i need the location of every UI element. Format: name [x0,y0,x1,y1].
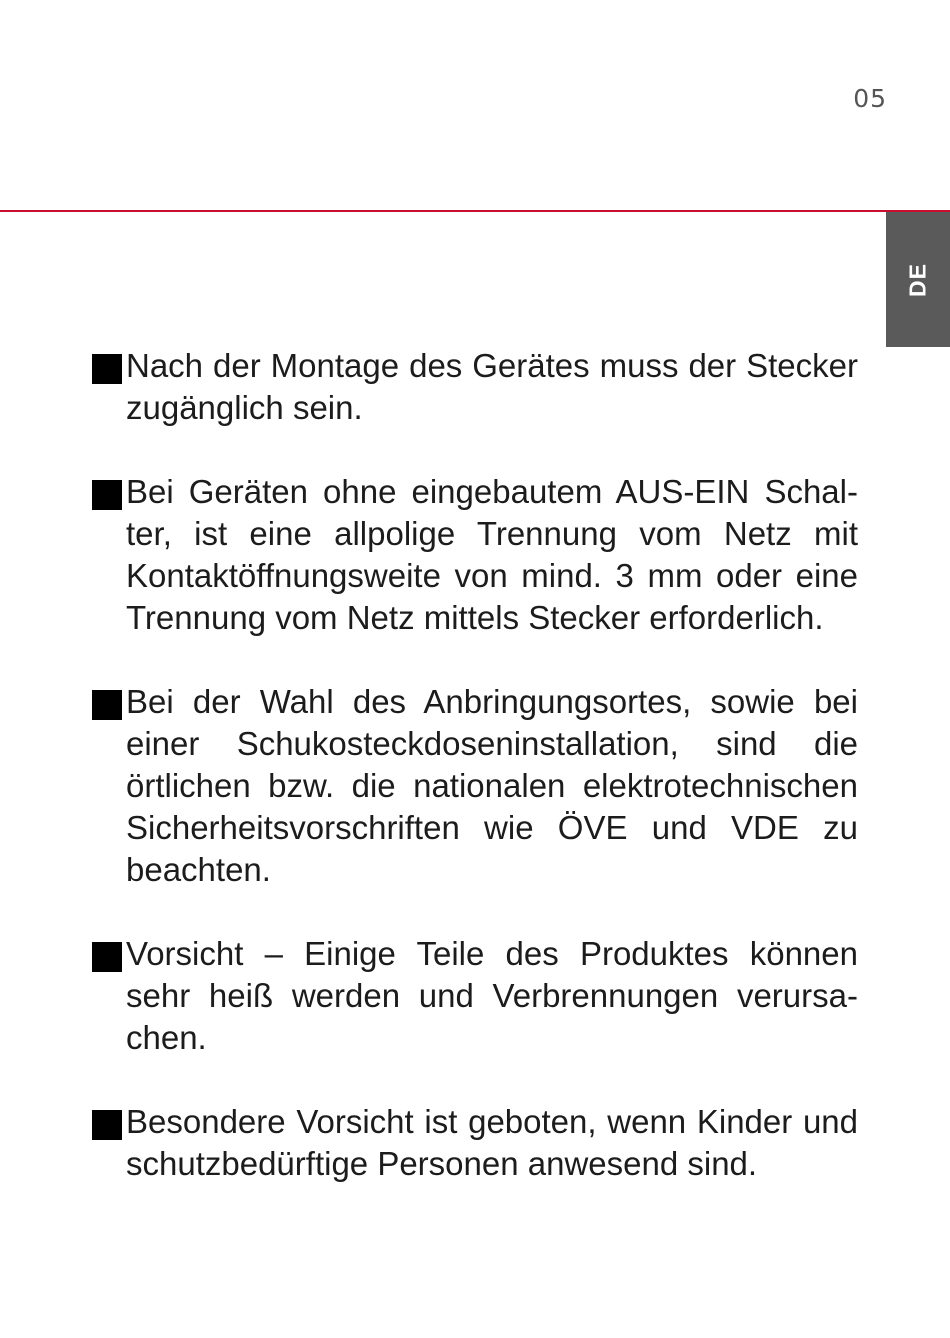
square-bullet-icon [92,1110,122,1140]
list-item-text: Vorsicht – Einige Teile des Produktes können sehr heiß werden und Verbrennungen verursachen. [126,935,858,1056]
list-item [90,1101,858,1185]
list-item [90,933,858,1059]
list-item [90,345,858,429]
list-item-text: Besondere Vorsicht ist geboten, wenn Kinder und schutzbedürftige Personen anwesend sind. [126,1103,858,1182]
list-item-text: Bei Geräten ohne eingebautem AUS-EIN Schalter, ist eine allpolige Trennung vom Netz mit Kontaktöffnungsweite von mind. 3 mm oder eine Trennung vom Netz mittels Stecker erforderlich. [126,473,858,636]
header-divider [0,210,950,212]
language-tab-label: DE [904,262,931,297]
list-item-text: Nach der Montage des Gerätes muss der Stecker zugänglich sein. [126,347,858,426]
square-bullet-icon [92,354,122,384]
safety-notes-list [90,345,858,1227]
list-item [90,471,858,639]
page-number: 05 [853,84,887,113]
list-item-text: Bei der Wahl des Anbringungsortes, sowie bei einer Schukosteckdoseninstallation, sind die örtlichen bzw. die nationalen elektrotechnischen Sicherheitsvorschriften wie ÖVE und VDE zu beachten. [126,683,858,888]
square-bullet-icon [92,942,122,972]
square-bullet-icon [92,690,122,720]
square-bullet-icon [92,480,122,510]
list-item [90,681,858,891]
language-tab [886,212,950,347]
